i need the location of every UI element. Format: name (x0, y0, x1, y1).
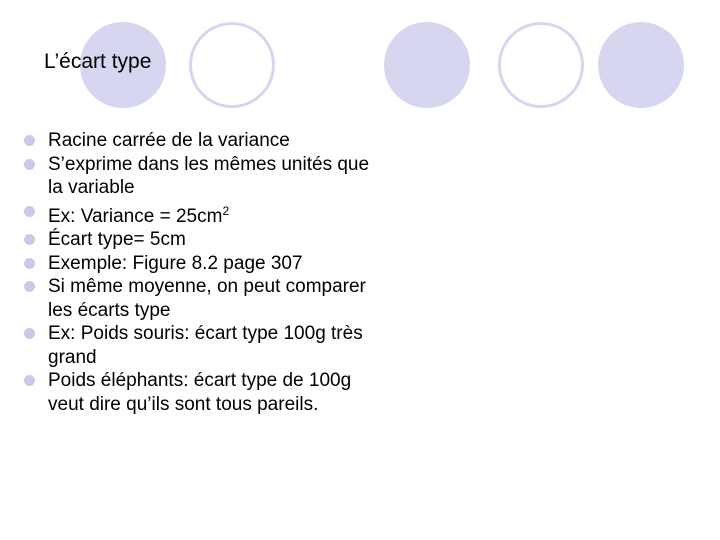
bullet-dot-icon (24, 375, 35, 386)
bullet-item (0, 275, 378, 322)
bullet-dot-icon (24, 281, 35, 292)
bullet-text: Si même moyenne, on peut comparer les écarts type (48, 276, 366, 321)
decorative-circle-ring (498, 22, 584, 108)
bullet-item (0, 200, 378, 229)
decorative-circle-ring (189, 22, 275, 108)
decorative-circle-filled (598, 22, 684, 108)
bullet-text: Racine carrée de la variance (48, 130, 290, 151)
bullet-dot-icon (24, 258, 35, 269)
decorative-circle-filled (384, 22, 470, 108)
bullet-item (0, 369, 378, 416)
bullet-dot-icon (24, 234, 35, 245)
bullet-text: Exemple: Figure 8.2 page 307 (48, 252, 303, 274)
superscript: 2 (222, 203, 230, 218)
bullet-item (0, 252, 378, 276)
bullet-item (0, 129, 378, 153)
bullet-dot-icon (24, 135, 35, 146)
bullet-dot-icon (24, 328, 35, 339)
bullet-dot-icon (24, 206, 35, 217)
bullet-text: Ex: Poids souris: écart type 100g très grand (48, 323, 363, 368)
bullet-text: S’exprime dans les mêmes unités que la variable (48, 153, 370, 198)
bullet-list (0, 129, 378, 416)
bullet-text: Écart type= 5cm (48, 229, 186, 250)
bullet-item (0, 322, 378, 369)
bullet-item (0, 153, 378, 200)
bullet-text: Poids éléphants: écart type de 100g veut dire qu’ils sont tous pareils. (48, 370, 352, 415)
bullet-dot-icon (24, 159, 35, 170)
bullet-item (0, 228, 378, 252)
slide-title: L’écart type (44, 50, 152, 73)
bullet-text: Ex: Variance = 25cm (48, 205, 223, 227)
